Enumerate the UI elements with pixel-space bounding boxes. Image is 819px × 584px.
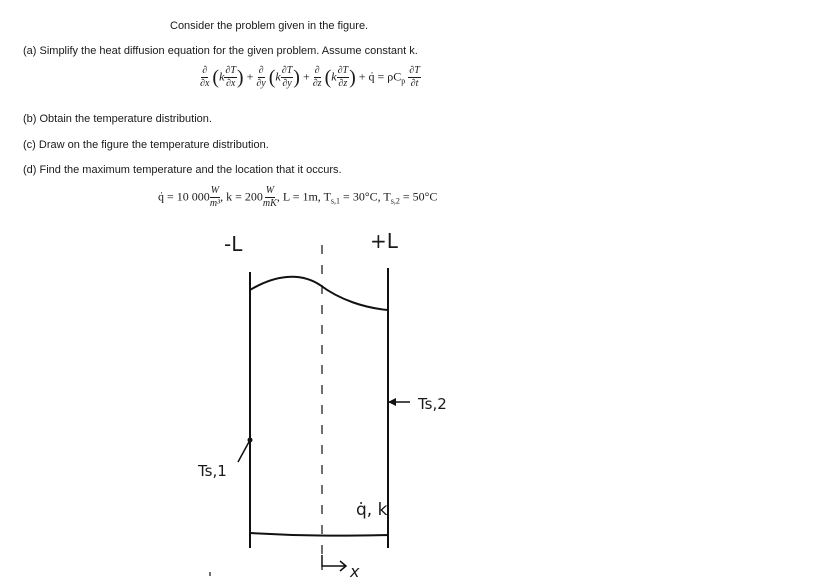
d-dx-operator: $\frac{\partial}{\partial x}$ (200, 65, 210, 89)
part-d-text: (d) Find the maximum temperature and the location that it occurs. (23, 164, 342, 176)
ts1-label: Ts,1 (198, 462, 227, 480)
wall-top-curve (250, 277, 388, 310)
given-values: q̇ = 10 000 $\frac{W}{\text{m³}}$ , k = 200 $\frac{W}{mK}$ , L = 1m, $T_{s,1} = 30^\circ C$, $T_{s,2} = 50^\circ C$ (158, 185, 438, 209)
intro-text: Consider the problem given in the figure. (170, 20, 369, 32)
dT-dx: $\frac{\partial T}{\partial x}$ (225, 65, 236, 89)
left-boundary-label: -L (224, 232, 243, 256)
x-axis-label: x (350, 562, 360, 581)
dT-dz: $\frac{\partial T}{\partial z}$ (337, 65, 349, 89)
part-a-text: (a) Simplify the heat diffusion equation for the given problem. Assume constant k. (23, 45, 418, 57)
heat-diffusion-equation: $\frac{\partial}{\partial x}$ (k $\frac{\partial T}{\partial x}$ ) + $\frac{\partial}{\partial y}$ (k $\frac{\partial T}{\partial y}$ ) + $\frac{\partial}{\partial z}$ (k $\frac{\partial T}{\partial z}$ ) + q̇ = $\rho C_p$ $\frac{\partial T}{\partial t}$ (200, 65, 420, 89)
generation-conductivity-label: q̇, k (356, 500, 388, 520)
qdot-unit: $\frac{W}{\text{m³}}$ (209, 185, 221, 209)
wall-bottom-edge (250, 533, 388, 536)
k-unit: $\frac{W}{mK}$ (262, 185, 277, 209)
ts2-label: Ts,2 (418, 395, 447, 413)
part-c-text: (c) Draw on the figure the temperature distribution. (23, 139, 269, 151)
d-dy-operator: $\frac{\partial}{\partial y}$ (256, 65, 266, 89)
ts1-leader (238, 440, 250, 462)
qdot-value: q̇ = 10 000 (158, 189, 210, 204)
ts1-point (248, 438, 253, 443)
ts2-arrowhead (388, 398, 396, 406)
dT-dt: $\frac{\partial T}{\partial t}$ (409, 65, 420, 89)
generation-term: + q̇ = ρC (358, 69, 402, 84)
d-dz-operator: $\frac{\partial}{\partial z}$ (312, 65, 322, 89)
x-axis-arrow (322, 555, 346, 571)
part-b-text: (b) Obtain the temperature distribution. (23, 113, 212, 125)
k-value: , k = 200 (220, 189, 263, 204)
right-boundary-label: +L (370, 229, 398, 253)
dT-dy: $\frac{\partial T}{\partial y}$ (281, 65, 293, 89)
